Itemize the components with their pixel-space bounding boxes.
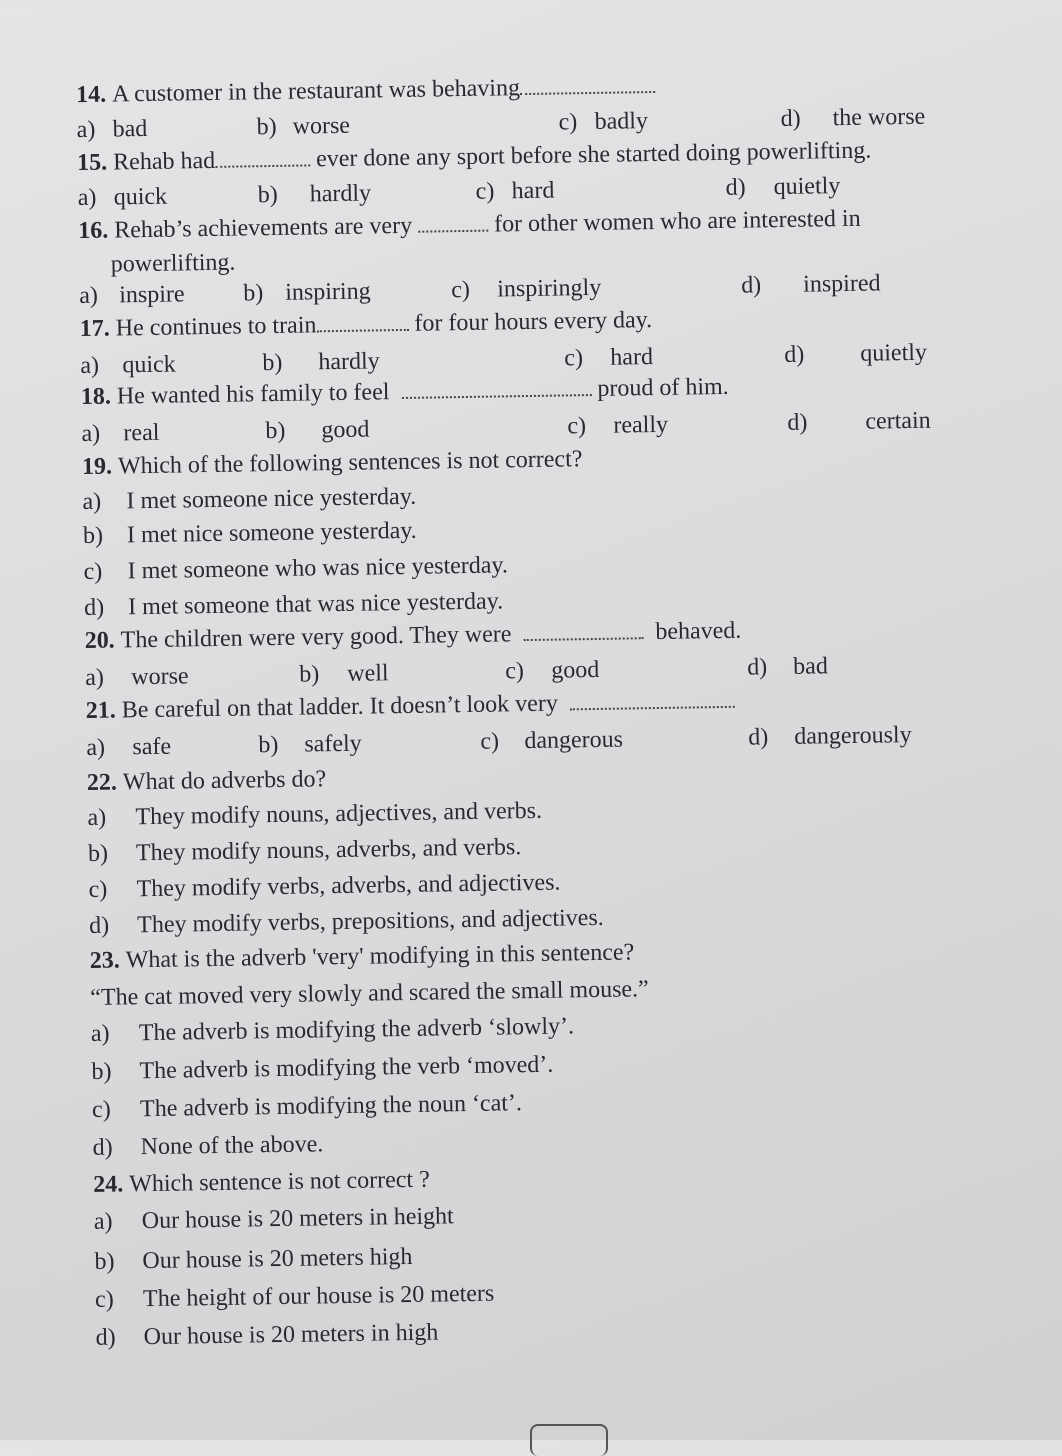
- option-c[interactable]: c) good: [505, 656, 600, 685]
- answer-blank: [418, 212, 488, 233]
- option-b[interactable]: b) hardly: [262, 348, 380, 377]
- option-d[interactable]: d) bad: [746, 653, 829, 681]
- question-23: 23. What is the adverb 'very' modifying in this sentence?: [89, 939, 635, 974]
- option-a[interactable]: a) I met someone nice yesterday.: [82, 483, 417, 516]
- answer-blank: [523, 619, 643, 641]
- answer-blank: [520, 73, 655, 95]
- option-d[interactable]: d) quietly: [784, 339, 928, 368]
- option-a[interactable]: a) real: [81, 419, 160, 448]
- option-b[interactable]: b) worse: [256, 112, 351, 141]
- question-21: 21. Be careful on that ladder. It doesn’t look very: [86, 683, 1006, 725]
- quoted-sentence: “The cat moved very slowly and scared the small mouse.”: [90, 976, 649, 1011]
- option-a[interactable]: a) They modify nouns, adjectives, and verbs.: [87, 797, 543, 831]
- option-d[interactable]: d) certain: [787, 407, 931, 436]
- question-16-continuation: powerlifting.: [110, 249, 236, 278]
- option-c[interactable]: c) dangerous: [480, 726, 624, 755]
- option-a[interactable]: a) worse: [85, 663, 189, 691]
- option-c[interactable]: c) The adverb is modifying the noun ‘cat’.: [91, 1090, 523, 1123]
- option-b[interactable]: b) good: [265, 416, 370, 445]
- option-b[interactable]: b) hardly: [257, 180, 372, 209]
- option-c[interactable]: c) hard: [475, 177, 555, 205]
- option-c[interactable]: c) badly: [558, 108, 649, 136]
- option-d[interactable]: d) the worse: [780, 103, 926, 133]
- option-d[interactable]: d) Our house is 20 meters in high: [95, 1319, 439, 1351]
- option-d[interactable]: d) None of the above.: [92, 1131, 324, 1161]
- option-c[interactable]: c) inspiringly: [451, 274, 602, 304]
- option-b[interactable]: b) The adverb is modifying the verb ‘moved’.: [91, 1051, 554, 1085]
- option-a[interactable]: a) quick: [77, 183, 168, 212]
- option-b[interactable]: b) Our house is 20 meters high: [94, 1243, 413, 1275]
- question-18: 18. He wanted his family to feel proud of him.: [80, 373, 729, 411]
- option-d[interactable]: d) They modify verbs, prepositions, and adjectives.: [88, 904, 604, 939]
- option-d[interactable]: d) inspired: [740, 270, 881, 299]
- option-a[interactable]: a) safe: [86, 733, 172, 761]
- option-b[interactable]: b) safely: [258, 730, 362, 759]
- option-d[interactable]: d) quietly: [725, 173, 841, 201]
- option-d[interactable]: d) I met someone that was nice yesterday.: [83, 588, 504, 622]
- option-b[interactable]: b) I met nice someone yesterday.: [82, 517, 417, 550]
- option-d[interactable]: d) dangerously: [748, 722, 912, 751]
- option-c[interactable]: c) hard: [564, 344, 654, 372]
- question-20: 20. The children were very good. They were behaved.: [84, 617, 742, 654]
- option-c[interactable]: c) They modify verbs, adverbs, and adjectives.: [88, 869, 561, 903]
- option-b[interactable]: b) They modify nouns, adverbs, and verbs.: [87, 834, 522, 867]
- question-16: 16. Rehab’s achievements are very for other women who are interested in: [78, 205, 861, 245]
- option-a[interactable]: a) Our house is 20 meters in height: [93, 1203, 454, 1235]
- option-c[interactable]: c) I met someone who was nice yesterday.: [83, 552, 509, 586]
- option-a[interactable]: a) bad: [76, 115, 148, 144]
- option-b[interactable]: b) well: [299, 660, 389, 688]
- question-24: 24. Which sentence is not correct ?: [93, 1166, 430, 1198]
- page-number-box: [530, 1424, 608, 1456]
- answer-blank: [215, 146, 310, 167]
- answer-blank: [570, 688, 735, 711]
- option-a[interactable]: a) inspire: [79, 281, 185, 310]
- question-22: 22. What do adverbs do?: [86, 766, 327, 796]
- option-c[interactable]: c) really: [567, 411, 669, 440]
- option-a[interactable]: a) The adverb is modifying the adverb ‘slowly’.: [90, 1013, 575, 1047]
- question-text: A customer in the restaurant was behaving: [111, 75, 521, 108]
- option-b[interactable]: b) inspiring: [243, 278, 371, 307]
- question-17: 17. He continues to train for four hours every day.: [79, 307, 653, 343]
- question-14: 14. A customer in the restaurant was behaving: [76, 67, 996, 109]
- question-19: 19. Which of the following sentences is not correct?: [81, 446, 583, 481]
- answer-blank: [316, 311, 408, 332]
- option-a[interactable]: a) quick: [80, 351, 176, 380]
- answer-blank: [401, 376, 591, 399]
- option-c[interactable]: c) The height of our house is 20 meters: [94, 1280, 495, 1313]
- question-15: 15. Rehab had ever done any sport before she started doing powerlifting.: [76, 137, 872, 177]
